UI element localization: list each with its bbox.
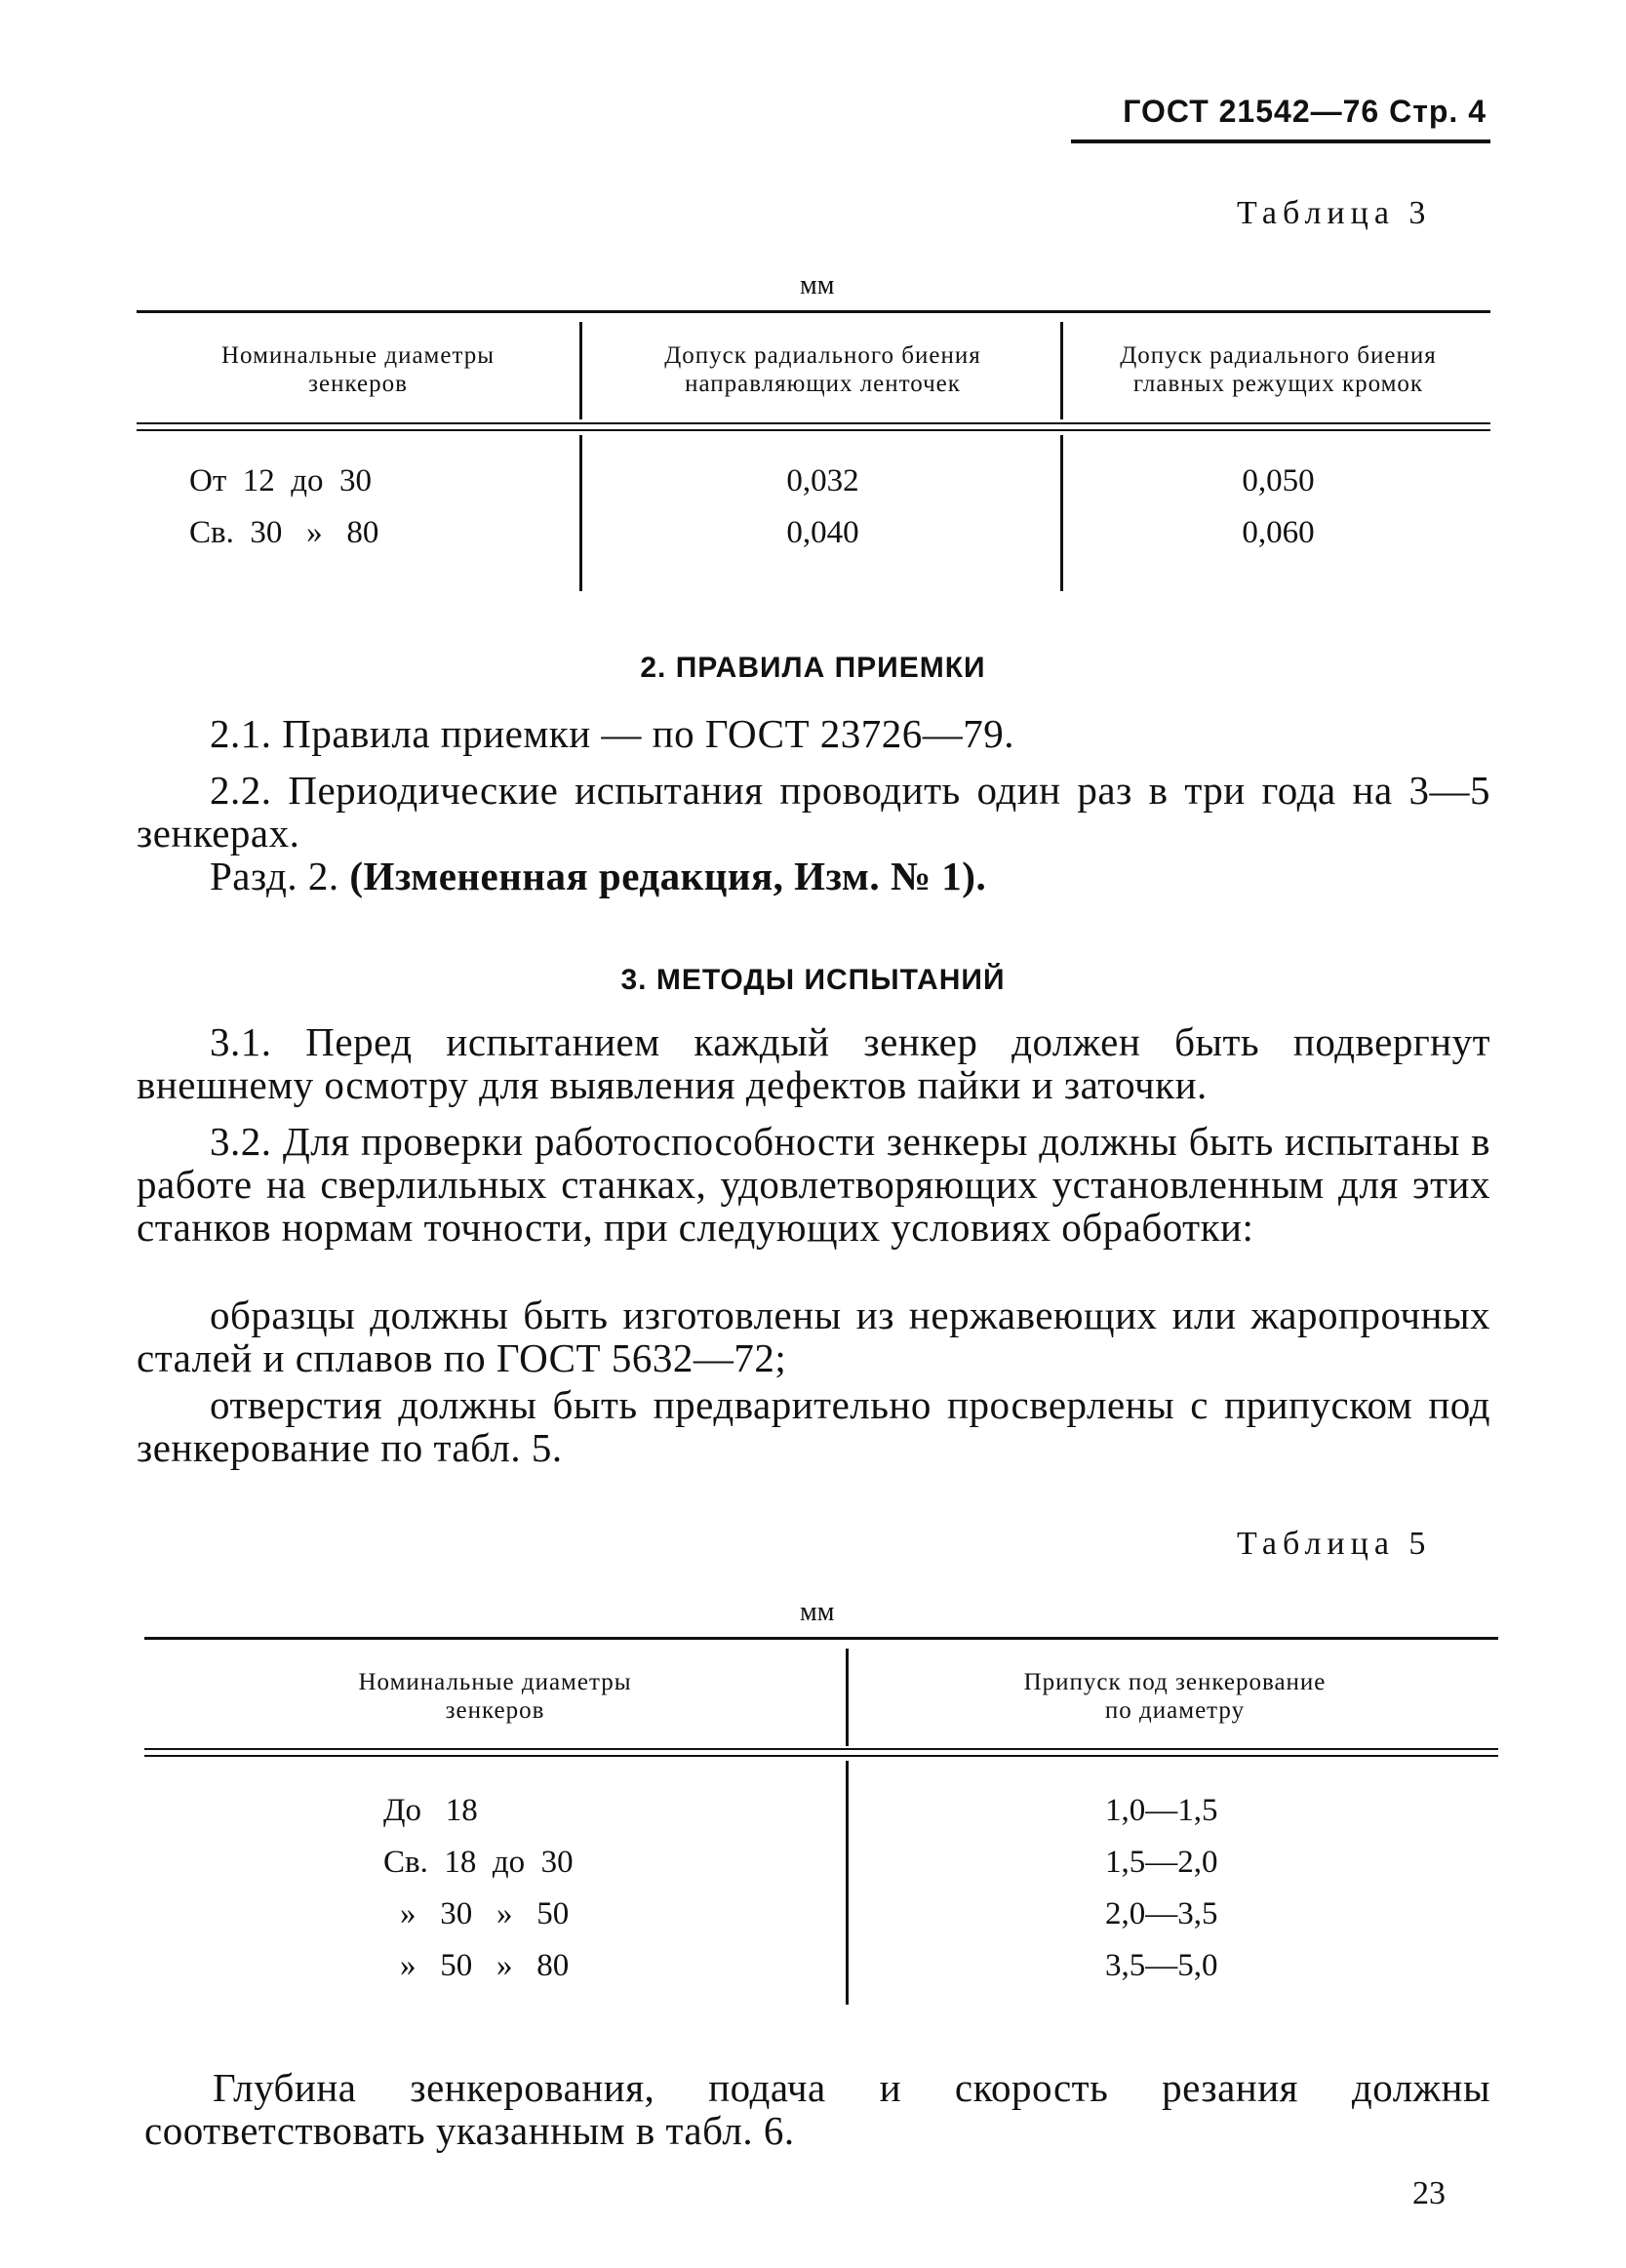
table5-header-diameter: Номинальные диаметры зенкеров xyxy=(358,1669,632,1724)
table5-divider xyxy=(846,1649,849,1746)
table3-unit: мм xyxy=(800,270,835,300)
table5-row2-diameter: Св. 18 до 30 xyxy=(383,1845,574,1880)
closing-paragraph: Глубина зенкерования, подача и скорость резания должны соответствовать указанным в табл. 6. xyxy=(144,2065,1490,2153)
table5-top-rule xyxy=(144,1637,1498,1640)
section3-paragraph-1: 3.1. Перед испытанием каждый зенкер должен быть подвергнут внешнему осмотру для выявления дефектов пайки и заточки. xyxy=(137,1019,1490,1107)
section2-title: 2. ПРАВИЛА ПРИЕМКИ xyxy=(640,652,986,684)
table3-divider-2 xyxy=(1060,322,1063,419)
table3-row1-runout-edges: 0,050 xyxy=(1242,463,1315,498)
section2-amendment-note xyxy=(137,855,1490,897)
document-header xyxy=(1123,94,1487,130)
table5-row1-diameter: До 18 xyxy=(383,1793,478,1828)
table3-header-rule-a xyxy=(137,422,1490,424)
table5-header-rule-b xyxy=(144,1755,1498,1757)
table5-row3-allowance: 2,0—3,5 xyxy=(1105,1896,1218,1931)
table3-row1-runout-guides: 0,032 xyxy=(786,463,859,498)
table3-divider-1b xyxy=(579,435,582,591)
table3-row1-diameter: От 12 до 30 xyxy=(189,463,373,498)
table3-row2-runout-edges: 0,060 xyxy=(1242,515,1315,550)
table3-caption: Таблица 3 xyxy=(1237,195,1432,231)
table5-row1-allowance: 1,0—1,5 xyxy=(1105,1793,1218,1828)
table5-unit: мм xyxy=(800,1597,835,1627)
table3-header-diameter: Номинальные диаметры зенкеров xyxy=(220,342,495,397)
table5-header-rule-a xyxy=(144,1748,1498,1750)
table5-divider-b xyxy=(846,1761,849,2005)
section3-paragraph-4: отверстия должны быть предварительно просверлены с припуском под зенкерование по табл. 5. xyxy=(137,1382,1490,1470)
table5-header-allowance: Припуск под зенкерование по диаметру xyxy=(1023,1669,1327,1724)
table3-row2-runout-guides: 0,040 xyxy=(786,515,859,550)
table5-caption: Таблица 5 xyxy=(1237,1526,1432,1562)
section3-title: 3. МЕТОДЫ ИСПЫТАНИЙ xyxy=(620,964,1006,996)
table3-divider-1 xyxy=(579,322,582,419)
header-page: Стр. 4 xyxy=(1389,94,1487,129)
table3-header-runout-guides: Допуск радиального биения направляющих ленточек xyxy=(664,342,981,397)
section2-paragraph-2: 2.2. Периодические испытания проводить один раз в три года на 3—5 зенкерах. xyxy=(137,768,1490,855)
table3-divider-2b xyxy=(1060,435,1063,591)
table5-row2-allowance: 1,5—2,0 xyxy=(1105,1845,1218,1880)
table3-header-rule-b xyxy=(137,429,1490,431)
amendment-prefix: Разд. 2. xyxy=(210,854,339,898)
header-rule xyxy=(1071,139,1490,143)
table3-top-rule xyxy=(137,310,1490,313)
table3-row2-diameter: Св. 30 » 80 xyxy=(189,515,379,550)
section3-paragraph-2: 3.2. Для проверки работоспособности зенкеры должны быть испытаны в работе на сверлильных станках, удовлетворяющих установленным для этих станков нормам точности, при следующих условиях обработки: xyxy=(137,1119,1490,1250)
table5-row4-allowance: 3,5—5,0 xyxy=(1105,1948,1218,1983)
section2-paragraph-1: 2.1. Правила приемки — по ГОСТ 23726—79. xyxy=(210,711,1015,756)
table5-row3-diameter: » 30 » 50 xyxy=(400,1896,570,1931)
section3-paragraph-3: образцы должны быть изготовлены из нержавеющих или жаропрочных сталей и сплавов по ГОСТ 5632—72; xyxy=(137,1293,1490,1380)
table5-row4-diameter: » 50 » 80 xyxy=(400,1948,570,1983)
amendment-text: (Измененная редакция, Изм. № 1). xyxy=(349,854,987,898)
header-title: ГОСТ 21542—76 xyxy=(1123,94,1380,129)
page-number: 23 xyxy=(1412,2175,1446,2211)
table3-header-runout-edges: Допуск радиального биения главных режущих кромок xyxy=(1120,342,1437,397)
